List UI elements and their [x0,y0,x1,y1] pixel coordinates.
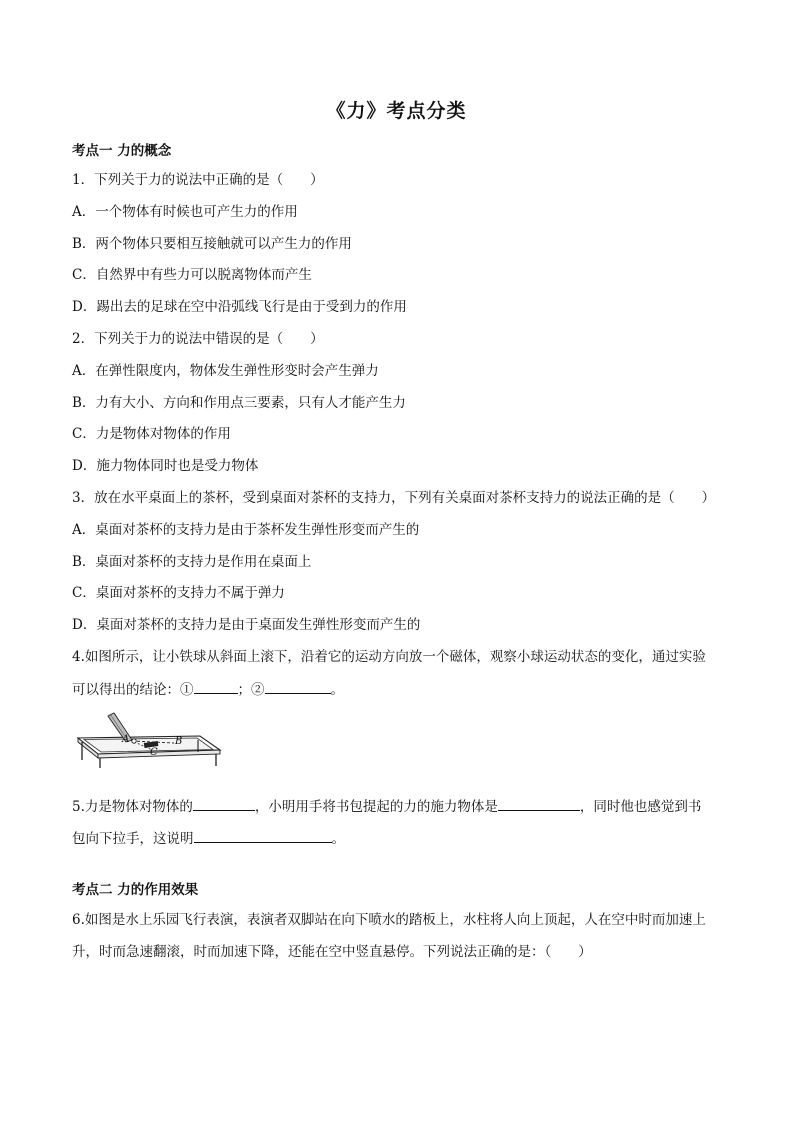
q5-line-2 [72,828,727,849]
q2-option-a: A．在弹性限度内，物体发生弹性形变时会产生弹力 [72,363,379,379]
q4-line-2-prefix: 可以得出的结论：① [72,682,194,698]
section-heading-2: 考点二 力的作用效果 [72,882,199,898]
q3-option-a: A．桌面对茶杯的支持力是由于茶杯发生弹性形变而产生的 [72,522,420,538]
q1-stem: 1．下列关于力的说法中正确的是（ ） [72,172,324,188]
q4-line-2-separator: ；② [237,682,265,698]
q3-option-d: D．桌面对茶杯的支持力是由于桌面发生弹性形变而产生的 [72,617,421,633]
figure-label-a: A [122,734,130,745]
q4-figure-table-ramp [74,710,224,770]
q5-part-5: 。 [331,831,345,847]
q4-answer-blank-1[interactable] [194,679,238,694]
q5-answer-blank-1[interactable] [193,796,255,811]
q3-option-c: C．桌面对茶杯的支持力不属于弹力 [72,585,285,601]
q1-option-b: B．两个物体只要相互接触就可以产生力的作用 [72,236,352,252]
q6-line-2: 升，时而急速翻滚，时而加速下降，还能在空中竖直悬停。下列说法正确的是：（ ） [72,944,592,960]
q5-line-1 [72,796,727,817]
page-title: 《力》考点分类 [326,100,467,122]
q4-answer-blank-2[interactable] [265,679,331,694]
section-heading-1: 考点一 力的概念 [72,143,172,159]
figure-label-c: C [150,747,158,758]
figure-label-b: B [175,736,183,747]
q5-part-1: 5.力是物体对物体的 [72,799,193,815]
q3-stem: 3．放在水平桌面上的茶杯，受到桌面对茶杯的支持力，下列有关桌面对茶杯支持力的说法正确的是（ ） [72,490,716,506]
q4-line-2 [72,679,727,700]
q4-line-1: 4.如图所示，让小铁球从斜面上滚下，沿着它的运动方向放一个磁体，观察小球运动状态的变化，通过实验 [72,649,706,665]
q5-part-3: ，同时他也感觉到书 [579,799,702,815]
q5-answer-blank-2[interactable] [498,796,580,811]
iron-ball [132,739,136,743]
q1-option-c: C．自然界中有些力可以脱离物体而产生 [72,267,312,283]
q4-line-2-end: 。 [330,682,344,698]
q1-option-a: A．一个物体有时候也可产生力的作用 [72,204,298,220]
q5-answer-blank-3[interactable] [194,828,332,843]
q1-option-d: D．踢出去的足球在空中沿弧线飞行是由于受到力的作用 [72,299,407,315]
q6-line-1: 6.如图是水上乐园飞行表演，表演者双脚站在向下喷水的踏板上，水柱将人向上顶起，人在空中时而加速上 [72,912,706,928]
q2-option-c: C．力是物体对物体的作用 [72,426,231,442]
q2-option-b: B．力有大小、方向和作用点三要素，只有人才能产生力 [72,395,406,411]
q2-option-d: D．施力物体同时也是受力物体 [72,458,259,474]
q3-option-b: B．桌面对茶杯的支持力是作用在桌面上 [72,554,312,570]
q5-part-2: ，小明用手将书包提起的力的施力物体是 [254,799,498,815]
q2-stem: 2．下列关于力的说法中错误的是（ ） [72,331,324,347]
q5-part-4: 包向下拉手，这说明 [72,831,194,847]
